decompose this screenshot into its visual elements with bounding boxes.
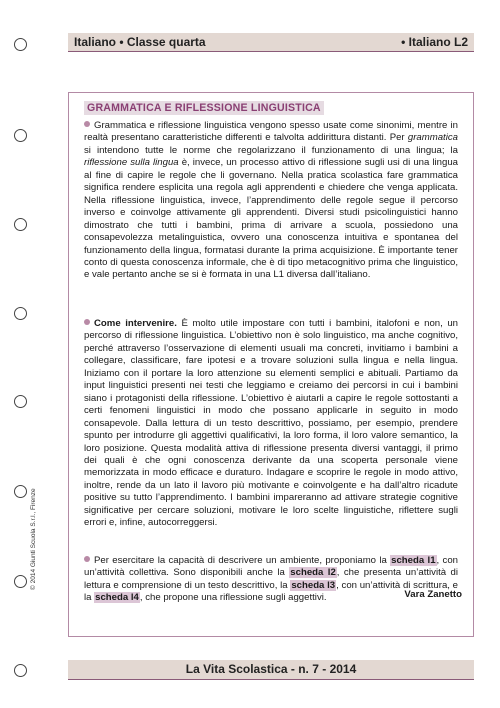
header-level: • Italiano L2 <box>401 35 468 49</box>
scheda-l2-link[interactable]: scheda l2 <box>290 567 336 579</box>
binder-hole <box>14 307 27 320</box>
binder-hole <box>14 575 27 588</box>
bullet-icon <box>84 556 90 562</box>
section-title: GRAMMATICA E RIFLESSIONE LINGUISTICA <box>84 101 324 115</box>
page-footer: La Vita Scolastica - n. 7 - 2014 <box>68 660 474 680</box>
binder-hole <box>14 485 27 498</box>
header-subject: Italiano • Classe quarta <box>74 35 206 49</box>
scheda-l3-link[interactable]: scheda l3 <box>291 579 336 591</box>
copyright-note: © 2014 Giunti Scuola S.r.l., Firenze <box>30 488 37 590</box>
binder-hole <box>14 129 27 142</box>
paragraph-come-intervenire: Come intervenire. È molto utile impostare con tutti i bambini, italofoni e non, un percorso di riflessione linguistica. L’obiettivo non è solo linguistico, ma anche cognitivo, perché attraverso l’osservazione di elementi usuali ma concreti, invitiamo i bambini a collegare, classificare, fare ipotesi e a trovare soluzioni sulla lingua e nella lingua. Iniziamo con il portare la loro attenzione su elementi semplici e abituali. Partiamo da input linguistici presenti nei testi che leggiamo e creiamo dei percorsi in cui i bambini siano i protagonisti della riflessione. L’obiettivo è aiutarli a capire le regole sottostanti a certi fenomeni linguistici in modo che possano applicarle in seguito in modo consapevole. Dalla lettura di un testo descrittivo, possiamo, per esempio, prendere spunto per introdurre gli aggettivi qualificativi, la loro forma, il loro valore semantico, la loro posizione. Questa modalità attiva di riflessione presenta diversi vantaggi, il primo dei quali è che ogni conoscenza derivante da una scoperta personale viene memorizzata in modo efficace e duraturo. Indagare e scoprire le regole in modo attivo, inoltre, rende da un lato il lavoro più motivante e coinvolgente e ha dall’altro ricadute positive su tutto l’apprendimento. I bambini impareranno ad attivare strategie cognitive significative per cercare soluzioni, motivare le loro scelte linguistiche, riflettere sugli errori e, infine, autocorreggersi. <box>84 318 459 529</box>
binder-hole <box>14 218 27 231</box>
bullet-icon <box>84 121 90 127</box>
scheda-l4-link[interactable]: scheda l4 <box>95 592 139 604</box>
binder-hole <box>14 395 27 408</box>
binder-hole <box>14 664 27 677</box>
paragraph-intro: Grammatica e riflessione linguistica vengono spesso usate come sinonimi, mentre in realtà presentano caratteristiche differenti e talvolta addirittura distanti. Per grammatica si intendono tutte le norme che regolarizzano il funzionamento di una lingua; la riflessione sulla lingua è, invece, un processo attivo di riflessione sugli usi di una lingua al fine di capire le regole che li governano. Nella pratica scolastica fare grammatica significa rendere esplicita una regola agli apprendenti e chiedere che venga applicata. Nella riflessione linguistica, invece, l’apprendimento delle regole segue il percorso inverso e coinvolge attivamente gli apprendenti. Diversi studi psicolinguistici hanno dimostrato che tutti i bambini, prima di arrivare a scuola, possiedono una consapevolezza metalinguistica, ovvero una conoscenza intuitiva e spontanea del funzionamento della lingua, formatasi durante la prima acquisizione. È importante tener conto di questa conoscenza informale, che è di tipo metacognitivo prima che linguistico, e vale pertanto anche se si è formata in una L1 diversa dall’italiano. <box>84 120 459 281</box>
author-signature: Vara Zanetto <box>404 589 462 600</box>
page-header <box>68 33 474 52</box>
paragraph-schede: Per esercitare la capacità di descrivere un ambiente, proponiamo la scheda l1, con un’attività collettiva. Sono disponibili anche la scheda l2, che presenta un’attività di lettura e comprensione di un testo descrittivo, la scheda l3, con un’attività di scrittura, e la scheda l4, che propone una riflessione sugli aggettivi. <box>84 555 459 604</box>
binder-hole <box>14 38 27 51</box>
scheda-l1-link[interactable]: scheda l1 <box>391 555 436 566</box>
bullet-icon <box>84 319 90 325</box>
